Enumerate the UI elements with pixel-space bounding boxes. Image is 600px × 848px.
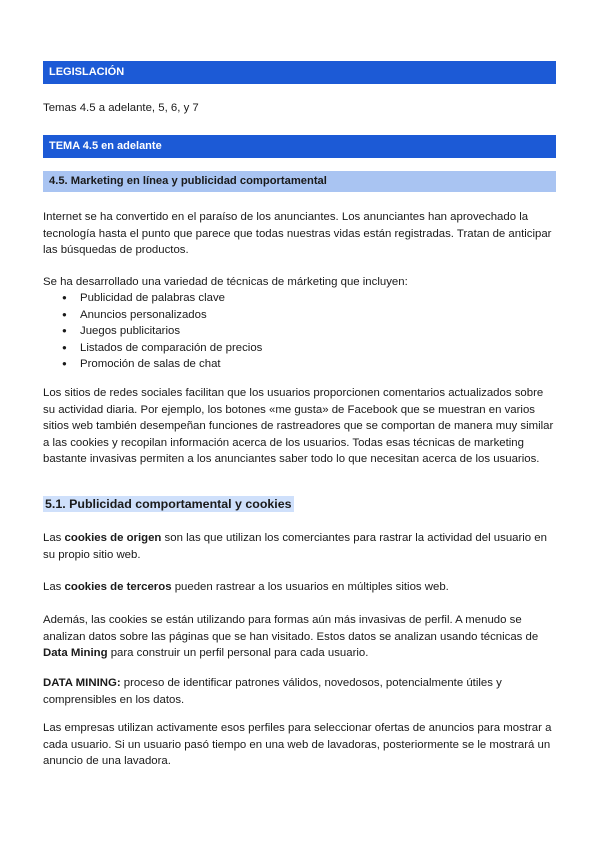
list-item: ● Publicidad de palabras clave bbox=[43, 290, 262, 307]
cookies-origen-paragraph: Las cookies de origen son las que utilizan los comerciantes para rastrar la actividad del usuario en su propio sitio web. bbox=[43, 532, 547, 561]
list-item: ● Promoción de salas de chat bbox=[43, 356, 262, 373]
profiling-paragraph: Además, las cookies se están utilizando para formas aún más invasivas de perfil. A menudo se analizan datos sobre las páginas que se han visitado. Estos datos se analizan usando técnicas de Data Mining para construir un perfil personal para cada usuario. bbox=[43, 614, 539, 659]
legislacion-header: LEGISLACIÓN bbox=[43, 61, 556, 84]
list-item: ● Juegos publicitarios bbox=[43, 323, 262, 340]
social-networks-paragraph: Los sitios de redes sociales facilitan que los usuarios proporcionen comentarios actualizados sobre su actividad diaria. Por ejemplo, los botones «me gusta» de Facebook que se muestran en varios sitios web también desempeñan funciones de rastreadores que se comportan de manera muy similar a las cookies y recopilan información acerca de los usuarios. Todas esas técnicas de marketing bastante invasivas permiten a los anunciantes saber todo lo que necesitan acerca de los usuarios. bbox=[43, 387, 554, 465]
cookies-origen-term: cookies de origen bbox=[64, 532, 162, 544]
empresas-paragraph: Las empresas utilizan activamente esos perfiles para seleccionar ofertas de anuncios para mostrar a cada usuario. Si un usuario pasó tiempo en una web de lavadoras, posteriormente se le mostrará un anuncio de una lavadora. bbox=[43, 722, 552, 767]
data-mining-label: DATA MINING: bbox=[43, 677, 121, 689]
list-item: ● Anuncios personalizados bbox=[43, 307, 262, 324]
data-mining-term: Data Mining bbox=[43, 647, 108, 659]
cookies-heading: 5.1. Publicidad comportamental y cookies bbox=[45, 497, 292, 511]
cookies-heading-wrap bbox=[43, 496, 558, 514]
intro-paragraph: Internet se ha convertido en el paraíso de los anunciantes. Los anunciantes han aprovechado la tecnología hasta el punto que parece que todas nuestras vidas están registradas. Tratan de anticipar las búsquedas de productos. bbox=[43, 211, 552, 256]
marketing-header: 4.5. Marketing en línea y publicidad comportamental bbox=[43, 171, 556, 192]
temas-line: Temas 4.5 a adelante, 5, 6, y 7 bbox=[43, 102, 199, 114]
cookies-terceros-paragraph: Las cookies de terceros pueden rastrear a los usuarios en múltiples sitios web. bbox=[43, 581, 449, 593]
cookies-terceros-term: cookies de terceros bbox=[64, 581, 172, 593]
list-item: ● Listados de comparación de precios bbox=[43, 340, 262, 357]
techniques-list bbox=[43, 290, 262, 373]
techniques-intro: Se ha desarrollado una variedad de técnicas de márketing que incluyen: bbox=[43, 276, 408, 288]
tema-header: TEMA 4.5 en adelante bbox=[43, 135, 556, 158]
data-mining-definition: DATA MINING: proceso de identificar patrones válidos, novedosos, potencialmente útiles y comprensibles en los datos. bbox=[43, 677, 502, 706]
